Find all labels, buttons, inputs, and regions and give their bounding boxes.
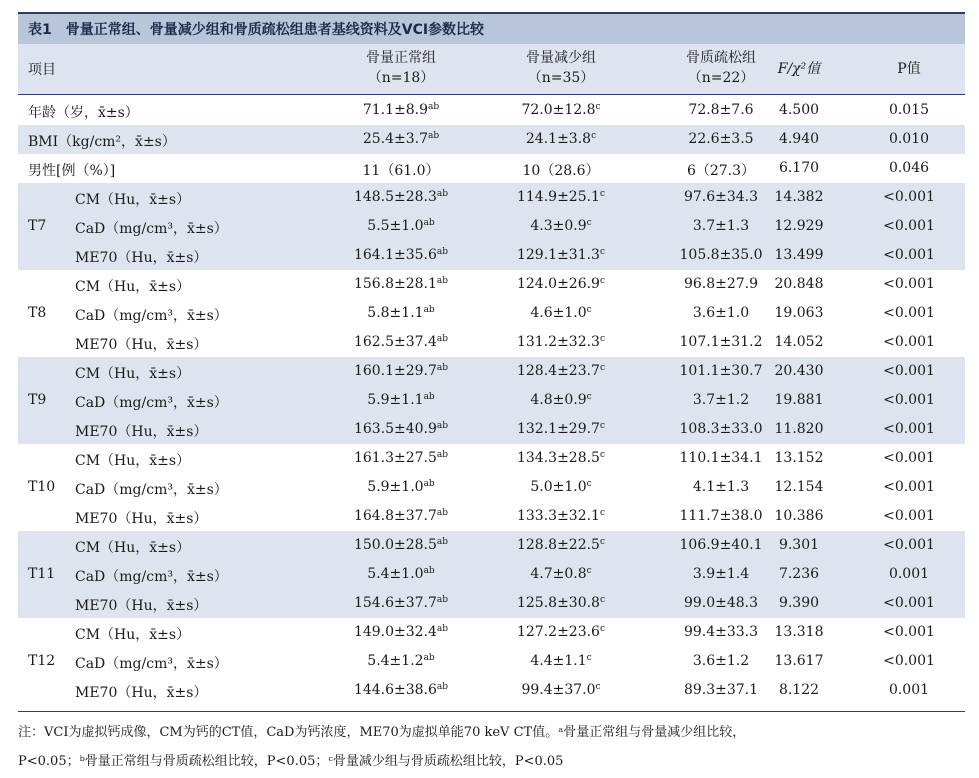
note-line-1: 注：VCI为虚拟钙成像，CM为钙的CT值，CaD为钙浓度，ME70为虚拟单能70 keV CT值。ᵃ骨量正常组与骨量减少组比较， bbox=[18, 725, 746, 740]
row-label: CM（Hu，x̄±s） bbox=[75, 192, 191, 208]
table-row bbox=[18, 241, 965, 270]
value-reduced-group: 99.4±37.0$^c$ bbox=[521, 682, 601, 698]
value-reduced-group: 124.0±26.9$^c$ bbox=[516, 276, 606, 292]
value-normal-group: 5.9±1.0$^{ab}$ bbox=[367, 479, 435, 495]
f-value: 4.940 bbox=[778, 131, 820, 147]
value-normal-group: 71.1±8.9$^{ab}$ bbox=[362, 102, 440, 118]
value-reduced-group: 128.4±23.7$^c$ bbox=[516, 363, 606, 379]
value-osteo-group: 101.1±30.7 bbox=[679, 363, 763, 379]
value-normal-group: 148.5±28.3$^{ab}$ bbox=[353, 189, 449, 205]
value-normal-group: 160.1±29.7$^{ab}$ bbox=[353, 363, 449, 379]
f-value: 6.170 bbox=[778, 160, 820, 176]
value-osteo-group: 6（27.3） bbox=[686, 163, 756, 179]
f-value: 10.386 bbox=[774, 508, 824, 524]
value-osteo-group: 3.7±1.2 bbox=[692, 392, 750, 408]
value-reduced-group: 4.4±1.1$^c$ bbox=[530, 653, 592, 669]
value-normal-group: 162.5±37.4$^{ab}$ bbox=[353, 334, 449, 350]
p-value: <0.001 bbox=[883, 450, 935, 466]
table-row bbox=[18, 560, 965, 589]
vertebra-group-label: T7 bbox=[28, 218, 47, 234]
value-normal-group: 156.8±28.1$^{ab}$ bbox=[353, 276, 449, 292]
value-osteo-group: 105.8±35.0 bbox=[679, 247, 763, 263]
p-value: <0.001 bbox=[883, 479, 935, 495]
value-osteo-group: 108.3±33.0 bbox=[679, 421, 763, 437]
p-value: <0.001 bbox=[883, 189, 935, 205]
table-bottom-rule bbox=[18, 711, 965, 712]
p-value: <0.001 bbox=[883, 421, 935, 437]
row-label: CM（Hu，x̄±s） bbox=[75, 453, 191, 469]
p-value: <0.001 bbox=[883, 305, 935, 321]
p-value: <0.001 bbox=[883, 537, 935, 553]
row-label: ME70（Hu，x̄±s） bbox=[75, 337, 208, 353]
table-row bbox=[18, 299, 965, 328]
value-osteo-group: 106.9±40.1 bbox=[679, 537, 763, 553]
p-value: <0.001 bbox=[883, 653, 935, 669]
value-reduced-group: 125.8±30.8$^c$ bbox=[516, 595, 606, 611]
row-label: 男性[例（%）] bbox=[28, 163, 116, 179]
f-value: 20.430 bbox=[774, 363, 824, 379]
f-value: 11.820 bbox=[774, 421, 824, 437]
note-line-2: P<0.05；ᵇ骨量正常组与骨质疏松组比较，P<0.05；ᶜ骨量减少组与骨质疏松组比较，P<0.05 bbox=[18, 754, 564, 769]
value-osteo-group: 3.9±1.4 bbox=[692, 566, 750, 582]
p-value: <0.001 bbox=[883, 508, 935, 524]
row-label: CaD（mg/cm³，x̄±s） bbox=[75, 656, 228, 672]
value-normal-group: 150.0±28.5$^{ab}$ bbox=[353, 537, 449, 553]
table-row bbox=[18, 473, 965, 502]
row-label: ME70（Hu，x̄±s） bbox=[75, 685, 208, 701]
table-title: 表1 骨量正常组、骨量减少组和骨质疏松组患者基线资料及VCI参数比较 bbox=[28, 22, 485, 38]
row-label: CaD（mg/cm³，x̄±s） bbox=[75, 569, 228, 585]
p-value: <0.001 bbox=[883, 276, 935, 292]
value-reduced-group: 129.1±31.3$^c$ bbox=[516, 247, 606, 263]
value-reduced-group: 72.0±12.8$^c$ bbox=[521, 102, 601, 118]
table-row bbox=[18, 676, 965, 705]
value-normal-group: 11（61.0） bbox=[362, 163, 440, 179]
row-label: ME70（Hu，x̄±s） bbox=[75, 424, 208, 440]
value-reduced-group: 4.8±0.9$^c$ bbox=[530, 392, 592, 408]
value-osteo-group: 111.7±38.0 bbox=[679, 508, 763, 524]
f-value: 12.154 bbox=[774, 479, 824, 495]
table-row bbox=[18, 502, 965, 531]
value-normal-group: 154.6±37.7$^{ab}$ bbox=[353, 595, 449, 611]
value-osteo-group: 22.6±3.5 bbox=[688, 131, 754, 147]
f-value: 13.617 bbox=[774, 653, 824, 669]
value-osteo-group: 96.8±27.9 bbox=[683, 276, 759, 292]
vertebra-group-label: T9 bbox=[28, 392, 47, 408]
table-row bbox=[18, 357, 965, 386]
table-row bbox=[18, 183, 965, 212]
f-value: 20.848 bbox=[774, 276, 824, 292]
value-osteo-group: 89.3±37.1 bbox=[683, 682, 759, 698]
row-label: ME70（Hu，x̄±s） bbox=[75, 598, 208, 614]
f-value: 8.122 bbox=[778, 682, 820, 698]
row-label: CaD（mg/cm³，x̄±s） bbox=[75, 395, 228, 411]
value-osteo-group: 3.6±1.0 bbox=[692, 305, 750, 321]
p-value: 0.001 bbox=[888, 682, 930, 698]
header-normal-group: 骨量正常组 （n=18） bbox=[366, 50, 436, 86]
value-reduced-group: 134.3±28.5$^c$ bbox=[516, 450, 606, 466]
p-value: <0.001 bbox=[883, 363, 935, 379]
header-item: 项目 bbox=[28, 62, 56, 78]
value-reduced-group: 10（28.6） bbox=[522, 163, 600, 179]
f-value: 19.063 bbox=[774, 305, 824, 321]
value-normal-group: 25.4±3.7$^{ab}$ bbox=[362, 131, 440, 147]
value-normal-group: 5.9±1.1$^{ab}$ bbox=[367, 392, 435, 408]
p-value: 0.046 bbox=[888, 160, 930, 176]
row-label: CM（Hu，x̄±s） bbox=[75, 366, 191, 382]
value-reduced-group: 4.7±0.8$^c$ bbox=[530, 566, 592, 582]
p-value: <0.001 bbox=[883, 218, 935, 234]
value-normal-group: 5.4±1.2$^{ab}$ bbox=[367, 653, 435, 669]
value-osteo-group: 97.6±34.3 bbox=[683, 189, 759, 205]
p-value: <0.001 bbox=[883, 247, 935, 263]
table-title-bar bbox=[18, 12, 965, 44]
value-normal-group: 163.5±40.9$^{ab}$ bbox=[353, 421, 449, 437]
value-osteo-group: 99.4±33.3 bbox=[683, 624, 759, 640]
row-label: CM（Hu，x̄±s） bbox=[75, 627, 191, 643]
value-osteo-group: 107.1±31.2 bbox=[679, 334, 763, 350]
value-reduced-group: 24.1±3.8$^c$ bbox=[525, 131, 597, 147]
vertebra-group-label: T12 bbox=[28, 653, 56, 669]
value-reduced-group: 127.2±23.6$^c$ bbox=[516, 624, 606, 640]
table-row bbox=[18, 589, 965, 618]
value-osteo-group: 72.8±7.6 bbox=[688, 102, 754, 118]
f-value: 9.390 bbox=[778, 595, 820, 611]
table-row bbox=[18, 96, 965, 125]
table-row bbox=[18, 647, 965, 676]
value-normal-group: 164.1±35.6$^{ab}$ bbox=[353, 247, 449, 263]
value-reduced-group: 4.6±1.0$^c$ bbox=[530, 305, 592, 321]
value-normal-group: 164.8±37.7$^{ab}$ bbox=[353, 508, 449, 524]
table-header bbox=[18, 44, 965, 95]
row-label: BMI（kg/cm²，x̄±s） bbox=[28, 134, 176, 150]
value-osteo-group: 3.6±1.2 bbox=[692, 653, 750, 669]
header-p-value: P值 bbox=[897, 61, 921, 77]
value-normal-group: 144.6±38.6$^{ab}$ bbox=[353, 682, 449, 698]
f-value: 14.382 bbox=[774, 189, 824, 205]
value-normal-group: 5.5±1.0$^{ab}$ bbox=[367, 218, 435, 234]
value-reduced-group: 128.8±22.5$^c$ bbox=[516, 537, 606, 553]
f-value: 19.881 bbox=[774, 392, 824, 408]
f-value: 9.301 bbox=[778, 537, 820, 553]
vertebra-group-label: T10 bbox=[28, 479, 56, 495]
row-label: 年龄（岁，x̄±s） bbox=[28, 105, 139, 121]
value-reduced-group: 4.3±0.9$^c$ bbox=[530, 218, 592, 234]
value-osteo-group: 99.0±48.3 bbox=[683, 595, 759, 611]
value-osteo-group: 110.1±34.1 bbox=[679, 450, 763, 466]
table-row bbox=[18, 386, 965, 415]
p-value: <0.001 bbox=[883, 595, 935, 611]
f-value: 13.152 bbox=[774, 450, 824, 466]
f-value: 13.318 bbox=[774, 624, 824, 640]
vertebra-group-label: T8 bbox=[28, 305, 47, 321]
table-row bbox=[18, 618, 965, 647]
row-label: CM（Hu，x̄±s） bbox=[75, 279, 191, 295]
f-value: 13.499 bbox=[774, 247, 824, 263]
value-normal-group: 5.8±1.1$^{ab}$ bbox=[367, 305, 435, 321]
row-label: CM（Hu，x̄±s） bbox=[75, 540, 191, 556]
header-reduced-group: 骨量减少组 （n=35） bbox=[526, 50, 596, 86]
header-osteo-group: 骨质疏松组 （n=22） bbox=[686, 50, 756, 86]
value-reduced-group: 132.1±29.7$^c$ bbox=[516, 421, 606, 437]
value-reduced-group: 5.0±1.0$^c$ bbox=[530, 479, 592, 495]
f-value: 4.500 bbox=[778, 102, 820, 118]
f-value: 14.052 bbox=[774, 334, 824, 350]
value-normal-group: 161.3±27.5$^{ab}$ bbox=[353, 450, 449, 466]
header-f-value: F/χ²值 bbox=[777, 61, 821, 77]
vertebra-group-label: T11 bbox=[28, 566, 56, 582]
table-row bbox=[18, 212, 965, 241]
row-label: CaD（mg/cm³，x̄±s） bbox=[75, 221, 228, 237]
p-value: <0.001 bbox=[883, 624, 935, 640]
p-value: <0.001 bbox=[883, 392, 935, 408]
value-reduced-group: 133.3±32.1$^c$ bbox=[516, 508, 606, 524]
value-reduced-group: 131.2±32.3$^c$ bbox=[516, 334, 606, 350]
value-normal-group: 149.0±32.4$^{ab}$ bbox=[353, 624, 449, 640]
p-value: 0.001 bbox=[888, 566, 930, 582]
row-label: ME70（Hu，x̄±s） bbox=[75, 250, 208, 266]
table-row bbox=[18, 270, 965, 299]
f-value: 12.929 bbox=[774, 218, 824, 234]
row-label: CaD（mg/cm³，x̄±s） bbox=[75, 482, 228, 498]
p-value: 0.015 bbox=[888, 102, 930, 118]
table-row bbox=[18, 328, 965, 357]
p-value: <0.001 bbox=[883, 334, 935, 350]
value-normal-group: 5.4±1.0$^{ab}$ bbox=[367, 566, 435, 582]
table-row bbox=[18, 415, 965, 444]
table-row bbox=[18, 444, 965, 473]
f-value: 7.236 bbox=[778, 566, 820, 582]
value-reduced-group: 114.9±25.1$^c$ bbox=[516, 189, 606, 205]
table-notes bbox=[18, 718, 970, 776]
table-row bbox=[18, 531, 965, 560]
p-value: 0.010 bbox=[888, 131, 930, 147]
table-row bbox=[18, 154, 965, 183]
value-osteo-group: 4.1±1.3 bbox=[692, 479, 750, 495]
table-row bbox=[18, 125, 965, 154]
row-label: ME70（Hu，x̄±s） bbox=[75, 511, 208, 527]
value-osteo-group: 3.7±1.3 bbox=[692, 218, 750, 234]
row-label: CaD（mg/cm³，x̄±s） bbox=[75, 308, 228, 324]
